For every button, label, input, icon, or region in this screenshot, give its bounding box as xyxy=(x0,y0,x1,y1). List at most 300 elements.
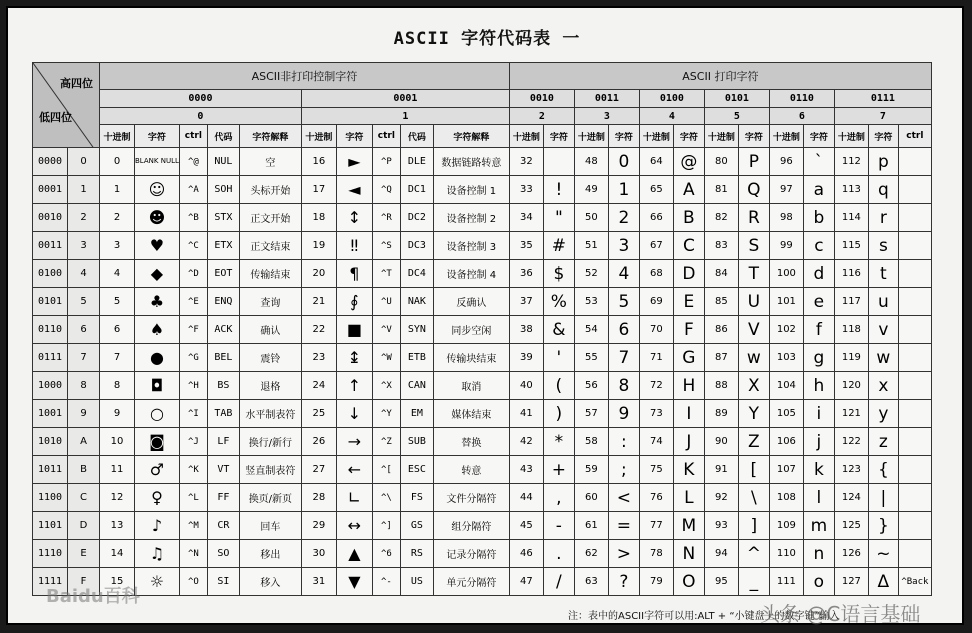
printable-char-cell: 4 xyxy=(608,260,639,288)
printable-char-cell: n xyxy=(803,540,834,568)
printable-char-cell: M xyxy=(673,512,704,540)
description-cell: 换页/新页 xyxy=(239,484,301,512)
printable-char-cell: B xyxy=(673,204,704,232)
decimal-cell: 105 xyxy=(769,400,803,428)
decimal-cell: 119 xyxy=(834,344,868,372)
decimal-cell: 52 xyxy=(574,260,608,288)
ctrl-key-cell xyxy=(898,204,931,232)
ctrl-key-cell: ^K xyxy=(179,456,207,484)
col-header-ctrl: ctrl xyxy=(372,125,400,148)
printable-char-cell: x xyxy=(868,372,898,400)
decimal-cell: 3 xyxy=(100,232,135,260)
code-cell: US xyxy=(400,568,433,596)
decimal-cell: 85 xyxy=(704,288,738,316)
decimal-cell: 1 xyxy=(100,176,135,204)
printable-char-cell: 5 xyxy=(608,288,639,316)
printable-char-cell: $ xyxy=(543,260,574,288)
control-glyph-cell: ○ xyxy=(135,400,180,428)
control-glyph-cell: ◘ xyxy=(135,372,180,400)
description-cell: 确认 xyxy=(239,316,301,344)
description-cell: 替换 xyxy=(433,428,509,456)
description-cell: 文件分隔符 xyxy=(433,484,509,512)
printable-char-cell: 8 xyxy=(608,372,639,400)
col-header-dec: 十进制 xyxy=(509,125,543,148)
decimal-cell: 39 xyxy=(509,344,543,372)
decimal-cell: 32 xyxy=(509,148,543,176)
printable-char-cell: O xyxy=(673,568,704,596)
decimal-cell: 109 xyxy=(769,512,803,540)
decimal-cell: 116 xyxy=(834,260,868,288)
printable-char-cell: [ xyxy=(738,456,769,484)
description-cell: 查询 xyxy=(239,288,301,316)
col-header-dec: 十进制 xyxy=(100,125,135,148)
printable-char-cell: - xyxy=(543,512,574,540)
low-hex-cell: 6 xyxy=(68,316,100,344)
col-header-code: 代码 xyxy=(400,125,433,148)
ctrl-key-cell: ^V xyxy=(372,316,400,344)
printable-char-cell: m xyxy=(803,512,834,540)
printable-char-cell: h xyxy=(803,372,834,400)
code-cell: FS xyxy=(400,484,433,512)
description-cell: 水平制表符 xyxy=(239,400,301,428)
decimal-cell: 8 xyxy=(100,372,135,400)
code-cell: BS xyxy=(207,372,239,400)
decimal-cell: 82 xyxy=(704,204,738,232)
decimal-cell: 38 xyxy=(509,316,543,344)
printable-char-cell: 6 xyxy=(608,316,639,344)
control-glyph-cell: ↕ xyxy=(336,204,372,232)
decimal-cell: 63 xyxy=(574,568,608,596)
decimal-cell: 2 xyxy=(100,204,135,232)
decimal-cell: 90 xyxy=(704,428,738,456)
decimal-cell: 110 xyxy=(769,540,803,568)
ctrl-key-cell: ^M xyxy=(179,512,207,540)
printable-char-cell: > xyxy=(608,540,639,568)
low-hex-cell: B xyxy=(68,456,100,484)
decimal-cell: 84 xyxy=(704,260,738,288)
printable-char-cell: E xyxy=(673,288,704,316)
table-row xyxy=(33,484,932,512)
printable-char-cell: D xyxy=(673,260,704,288)
ctrl-key-cell xyxy=(898,176,931,204)
control-glyph-cell: ↨ xyxy=(336,344,372,372)
print-group-header: ASCII 打印字符 xyxy=(509,63,931,90)
printable-char-cell: r xyxy=(868,204,898,232)
decimal-cell: 66 xyxy=(639,204,673,232)
printable-char-cell: ~ xyxy=(868,540,898,568)
low-bin-cell: 1000 xyxy=(33,372,68,400)
decimal-cell: 122 xyxy=(834,428,868,456)
decimal-cell: 64 xyxy=(639,148,673,176)
high-hex-0: 0 xyxy=(100,108,302,125)
control-glyph-cell: ● xyxy=(135,344,180,372)
printable-char-cell: L xyxy=(673,484,704,512)
decimal-cell: 79 xyxy=(639,568,673,596)
decimal-cell: 36 xyxy=(509,260,543,288)
printable-char-cell: Z xyxy=(738,428,769,456)
printable-char-cell: } xyxy=(868,512,898,540)
decimal-cell: 111 xyxy=(769,568,803,596)
decimal-cell: 121 xyxy=(834,400,868,428)
code-cell: SOH xyxy=(207,176,239,204)
ascii-table xyxy=(32,62,932,596)
decimal-cell: 6 xyxy=(100,316,135,344)
table-row xyxy=(33,204,932,232)
decimal-cell: 57 xyxy=(574,400,608,428)
control-glyph-cell: BLANK NULL xyxy=(135,148,180,176)
ctrl-key-cell: ^S xyxy=(372,232,400,260)
description-cell: 空 xyxy=(239,148,301,176)
decimal-cell: 21 xyxy=(301,288,336,316)
low-bin-cell: 1101 xyxy=(33,512,68,540)
control-glyph-cell: ◄ xyxy=(336,176,372,204)
decimal-cell: 55 xyxy=(574,344,608,372)
ctrl-key-cell: ^Y xyxy=(372,400,400,428)
description-cell: 同步空闲 xyxy=(433,316,509,344)
description-cell: 设备控制 1 xyxy=(433,176,509,204)
ctrl-key-cell xyxy=(898,344,931,372)
printable-char-cell: | xyxy=(868,484,898,512)
printable-char-cell: ) xyxy=(543,400,574,428)
table-row xyxy=(33,512,932,540)
printable-char-cell: / xyxy=(543,568,574,596)
description-cell: 震铃 xyxy=(239,344,301,372)
decimal-cell: 118 xyxy=(834,316,868,344)
low-bin-cell: 0001 xyxy=(33,176,68,204)
low-bin-cell: 0000 xyxy=(33,148,68,176)
col-header-desc: 字符解释 xyxy=(239,125,301,148)
printable-char-cell: u xyxy=(868,288,898,316)
printable-char-cell: 3 xyxy=(608,232,639,260)
description-cell: 正文开始 xyxy=(239,204,301,232)
decimal-cell: 107 xyxy=(769,456,803,484)
decimal-cell: 30 xyxy=(301,540,336,568)
decimal-cell: 56 xyxy=(574,372,608,400)
printable-char-cell: e xyxy=(803,288,834,316)
low-bin-cell: 0111 xyxy=(33,344,68,372)
decimal-cell: 47 xyxy=(509,568,543,596)
printable-char-cell: & xyxy=(543,316,574,344)
decimal-cell: 42 xyxy=(509,428,543,456)
col-header-char: 字符 xyxy=(738,125,769,148)
code-cell: GS xyxy=(400,512,433,540)
description-cell: 竖直制表符 xyxy=(239,456,301,484)
col-header-dec: 十进制 xyxy=(301,125,336,148)
decimal-cell: 35 xyxy=(509,232,543,260)
printable-char-cell: ; xyxy=(608,456,639,484)
printable-char-cell: \ xyxy=(738,484,769,512)
col-header-char: 字符 xyxy=(336,125,372,148)
decimal-cell: 62 xyxy=(574,540,608,568)
printable-char-cell: U xyxy=(738,288,769,316)
code-cell: DC1 xyxy=(400,176,433,204)
watermark-baidu: Baidu百科 xyxy=(46,586,140,607)
printable-char-cell: : xyxy=(608,428,639,456)
col-header-dec: 十进制 xyxy=(574,125,608,148)
printable-char-cell: Δ xyxy=(868,568,898,596)
control-glyph-cell: ♪ xyxy=(135,512,180,540)
high-bin-4: 0100 xyxy=(639,90,704,108)
decimal-cell: 17 xyxy=(301,176,336,204)
decimal-cell: 18 xyxy=(301,204,336,232)
watermark-toutiao: 头条 @C语言基础 xyxy=(760,602,921,626)
control-glyph-cell: ☺ xyxy=(135,176,180,204)
table-row xyxy=(33,372,932,400)
code-cell: ETX xyxy=(207,232,239,260)
decimal-cell: 103 xyxy=(769,344,803,372)
decimal-cell: 49 xyxy=(574,176,608,204)
low-hex-cell: 0 xyxy=(68,148,100,176)
decimal-cell: 54 xyxy=(574,316,608,344)
decimal-cell: 12 xyxy=(100,484,135,512)
low-bin-cell: 0110 xyxy=(33,316,68,344)
description-cell: 媒体结束 xyxy=(433,400,509,428)
decimal-cell: 10 xyxy=(100,428,135,456)
printable-char-cell: P xyxy=(738,148,769,176)
printable-char-cell: v xyxy=(868,316,898,344)
control-glyph-cell: ↑ xyxy=(336,372,372,400)
decimal-cell: 25 xyxy=(301,400,336,428)
printable-char-cell: A xyxy=(673,176,704,204)
control-glyph-cell: ▲ xyxy=(336,540,372,568)
low-bits-label: 低四位 xyxy=(39,111,72,124)
printable-char-cell: _ xyxy=(738,568,769,596)
ctrl-key-cell: ^P xyxy=(372,148,400,176)
table-row xyxy=(33,260,932,288)
printable-char-cell: # xyxy=(543,232,574,260)
decimal-cell: 22 xyxy=(301,316,336,344)
ctrl-key-cell xyxy=(898,260,931,288)
ctrl-key-cell: ^B xyxy=(179,204,207,232)
decimal-cell: 7 xyxy=(100,344,135,372)
control-glyph-cell: ☼ xyxy=(135,568,180,596)
col-header-dec: 十进制 xyxy=(639,125,673,148)
high-bin-2: 0010 xyxy=(509,90,574,108)
ctrl-key-cell xyxy=(898,428,931,456)
description-cell: 正文结束 xyxy=(239,232,301,260)
decimal-cell: 89 xyxy=(704,400,738,428)
description-cell: 记录分隔符 xyxy=(433,540,509,568)
high-hex-5: 5 xyxy=(704,108,769,125)
ctrl-key-cell: ^6 xyxy=(372,540,400,568)
printable-char-cell: p xyxy=(868,148,898,176)
printable-char-cell: 9 xyxy=(608,400,639,428)
decimal-cell: 20 xyxy=(301,260,336,288)
code-cell: ENQ xyxy=(207,288,239,316)
control-glyph-cell: ♣ xyxy=(135,288,180,316)
decimal-cell: 45 xyxy=(509,512,543,540)
code-cell: ESC xyxy=(400,456,433,484)
decimal-cell: 114 xyxy=(834,204,868,232)
control-glyph-cell: ◆ xyxy=(135,260,180,288)
high-bin-7: 0111 xyxy=(834,90,931,108)
col-header-char: 字符 xyxy=(135,125,180,148)
low-hex-cell: 9 xyxy=(68,400,100,428)
printable-char-cell: c xyxy=(803,232,834,260)
high-hex-2: 2 xyxy=(509,108,574,125)
code-cell: SUB xyxy=(400,428,433,456)
decimal-cell: 126 xyxy=(834,540,868,568)
control-glyph-cell: ♂ xyxy=(135,456,180,484)
decimal-cell: 50 xyxy=(574,204,608,232)
description-cell: 头标开始 xyxy=(239,176,301,204)
decimal-cell: 43 xyxy=(509,456,543,484)
printable-char-cell: R xyxy=(738,204,769,232)
code-cell: NAK xyxy=(400,288,433,316)
decimal-cell: 58 xyxy=(574,428,608,456)
printable-char-cell: { xyxy=(868,456,898,484)
low-hex-cell: 4 xyxy=(68,260,100,288)
decimal-cell: 124 xyxy=(834,484,868,512)
ctrl-key-cell xyxy=(898,316,931,344)
col-header-dec: 十进制 xyxy=(704,125,738,148)
printable-char-cell: ! xyxy=(543,176,574,204)
ctrl-key-cell xyxy=(898,232,931,260)
ctrl-key-cell: ^R xyxy=(372,204,400,232)
decimal-cell: 59 xyxy=(574,456,608,484)
code-cell: RS xyxy=(400,540,433,568)
table-row xyxy=(33,176,932,204)
decimal-cell: 97 xyxy=(769,176,803,204)
description-cell: 反确认 xyxy=(433,288,509,316)
high-hex-1: 1 xyxy=(301,108,509,125)
ctrl-key-cell xyxy=(898,288,931,316)
ctrl-key-cell: ^Z xyxy=(372,428,400,456)
ctrl-key-cell: ^- xyxy=(372,568,400,596)
printable-char-cell: X xyxy=(738,372,769,400)
low-bin-cell: 1111 xyxy=(33,568,68,596)
printable-char-cell: l xyxy=(803,484,834,512)
table-row xyxy=(33,456,932,484)
ctrl-key-cell: ^Q xyxy=(372,176,400,204)
decimal-cell: 76 xyxy=(639,484,673,512)
printable-char-cell: q xyxy=(868,176,898,204)
control-glyph-cell: ► xyxy=(336,148,372,176)
decimal-cell: 86 xyxy=(704,316,738,344)
decimal-cell: 72 xyxy=(639,372,673,400)
table-row xyxy=(33,288,932,316)
decimal-cell: 77 xyxy=(639,512,673,540)
printable-char-cell: K xyxy=(673,456,704,484)
ctrl-key-cell: ^Back xyxy=(898,568,931,596)
ctrl-key-cell xyxy=(898,148,931,176)
table-row xyxy=(33,400,932,428)
printable-char-cell: * xyxy=(543,428,574,456)
table-row xyxy=(33,344,932,372)
decimal-cell: 112 xyxy=(834,148,868,176)
ctrl-key-cell: ^[ xyxy=(372,456,400,484)
printable-char-cell: 7 xyxy=(608,344,639,372)
decimal-cell: 91 xyxy=(704,456,738,484)
ctrl-key-cell xyxy=(898,372,931,400)
decimal-cell: 65 xyxy=(639,176,673,204)
high-hex-4: 4 xyxy=(639,108,704,125)
code-cell: DC4 xyxy=(400,260,433,288)
printable-char-cell: " xyxy=(543,204,574,232)
ctrl-key-cell: ^H xyxy=(179,372,207,400)
printable-char-cell: s xyxy=(868,232,898,260)
ctrl-key-cell: ^O xyxy=(179,568,207,596)
printable-char-cell: a xyxy=(803,176,834,204)
ctrl-key-cell xyxy=(898,540,931,568)
page-title: ASCII 字符代码表 一 xyxy=(393,29,581,49)
decimal-cell: 60 xyxy=(574,484,608,512)
decimal-cell: 87 xyxy=(704,344,738,372)
printable-char-cell: t xyxy=(868,260,898,288)
col-header-char: 字符 xyxy=(608,125,639,148)
ctrl-key-cell: ^D xyxy=(179,260,207,288)
col-header-code: 代码 xyxy=(207,125,239,148)
description-cell: 设备控制 3 xyxy=(433,232,509,260)
printable-char-cell xyxy=(543,148,574,176)
decimal-cell: 26 xyxy=(301,428,336,456)
printable-char-cell: w xyxy=(868,344,898,372)
low-bin-cell: 0010 xyxy=(33,204,68,232)
decimal-cell: 120 xyxy=(834,372,868,400)
control-glyph-cell: ♥ xyxy=(135,232,180,260)
decimal-cell: 108 xyxy=(769,484,803,512)
code-cell: STX xyxy=(207,204,239,232)
corner-header xyxy=(33,63,100,148)
ctrl-key-cell: ^@ xyxy=(179,148,207,176)
description-cell: 转意 xyxy=(433,456,509,484)
code-cell: ACK xyxy=(207,316,239,344)
decimal-cell: 125 xyxy=(834,512,868,540)
decimal-cell: 31 xyxy=(301,568,336,596)
code-cell: DC2 xyxy=(400,204,433,232)
ctrl-key-cell: ^W xyxy=(372,344,400,372)
printable-char-cell: C xyxy=(673,232,704,260)
code-cell: SI xyxy=(207,568,239,596)
ctrl-key-cell: ^G xyxy=(179,344,207,372)
low-bin-cell: 1001 xyxy=(33,400,68,428)
printable-char-cell: ^ xyxy=(738,540,769,568)
decimal-cell: 11 xyxy=(100,456,135,484)
high-bin-0: 0000 xyxy=(100,90,302,108)
ctrl-key-cell: ^A xyxy=(179,176,207,204)
col-header-char: 字符 xyxy=(868,125,898,148)
decimal-cell: 0 xyxy=(100,148,135,176)
code-cell: DLE xyxy=(400,148,433,176)
code-cell: LF xyxy=(207,428,239,456)
description-cell: 移出 xyxy=(239,540,301,568)
decimal-cell: 51 xyxy=(574,232,608,260)
col-header-dec: 十进制 xyxy=(769,125,803,148)
description-cell: 设备控制 4 xyxy=(433,260,509,288)
description-cell: 组分隔符 xyxy=(433,512,509,540)
col-header-char: 字符 xyxy=(673,125,704,148)
printable-char-cell: ( xyxy=(543,372,574,400)
ctrl-key-cell: ^N xyxy=(179,540,207,568)
low-bin-cell: 1011 xyxy=(33,456,68,484)
decimal-cell: 9 xyxy=(100,400,135,428)
decimal-cell: 29 xyxy=(301,512,336,540)
decimal-cell: 123 xyxy=(834,456,868,484)
printable-char-cell: @ xyxy=(673,148,704,176)
code-cell: NUL xyxy=(207,148,239,176)
control-glyph-cell: ♠ xyxy=(135,316,180,344)
printable-char-cell: N xyxy=(673,540,704,568)
low-hex-cell: 7 xyxy=(68,344,100,372)
printable-char-cell: 0 xyxy=(608,148,639,176)
printable-char-cell: + xyxy=(543,456,574,484)
high-bin-3: 0011 xyxy=(574,90,639,108)
decimal-cell: 41 xyxy=(509,400,543,428)
printable-char-cell: o xyxy=(803,568,834,596)
low-hex-cell: 8 xyxy=(68,372,100,400)
decimal-cell: 104 xyxy=(769,372,803,400)
ctrl-key-cell: ^] xyxy=(372,512,400,540)
